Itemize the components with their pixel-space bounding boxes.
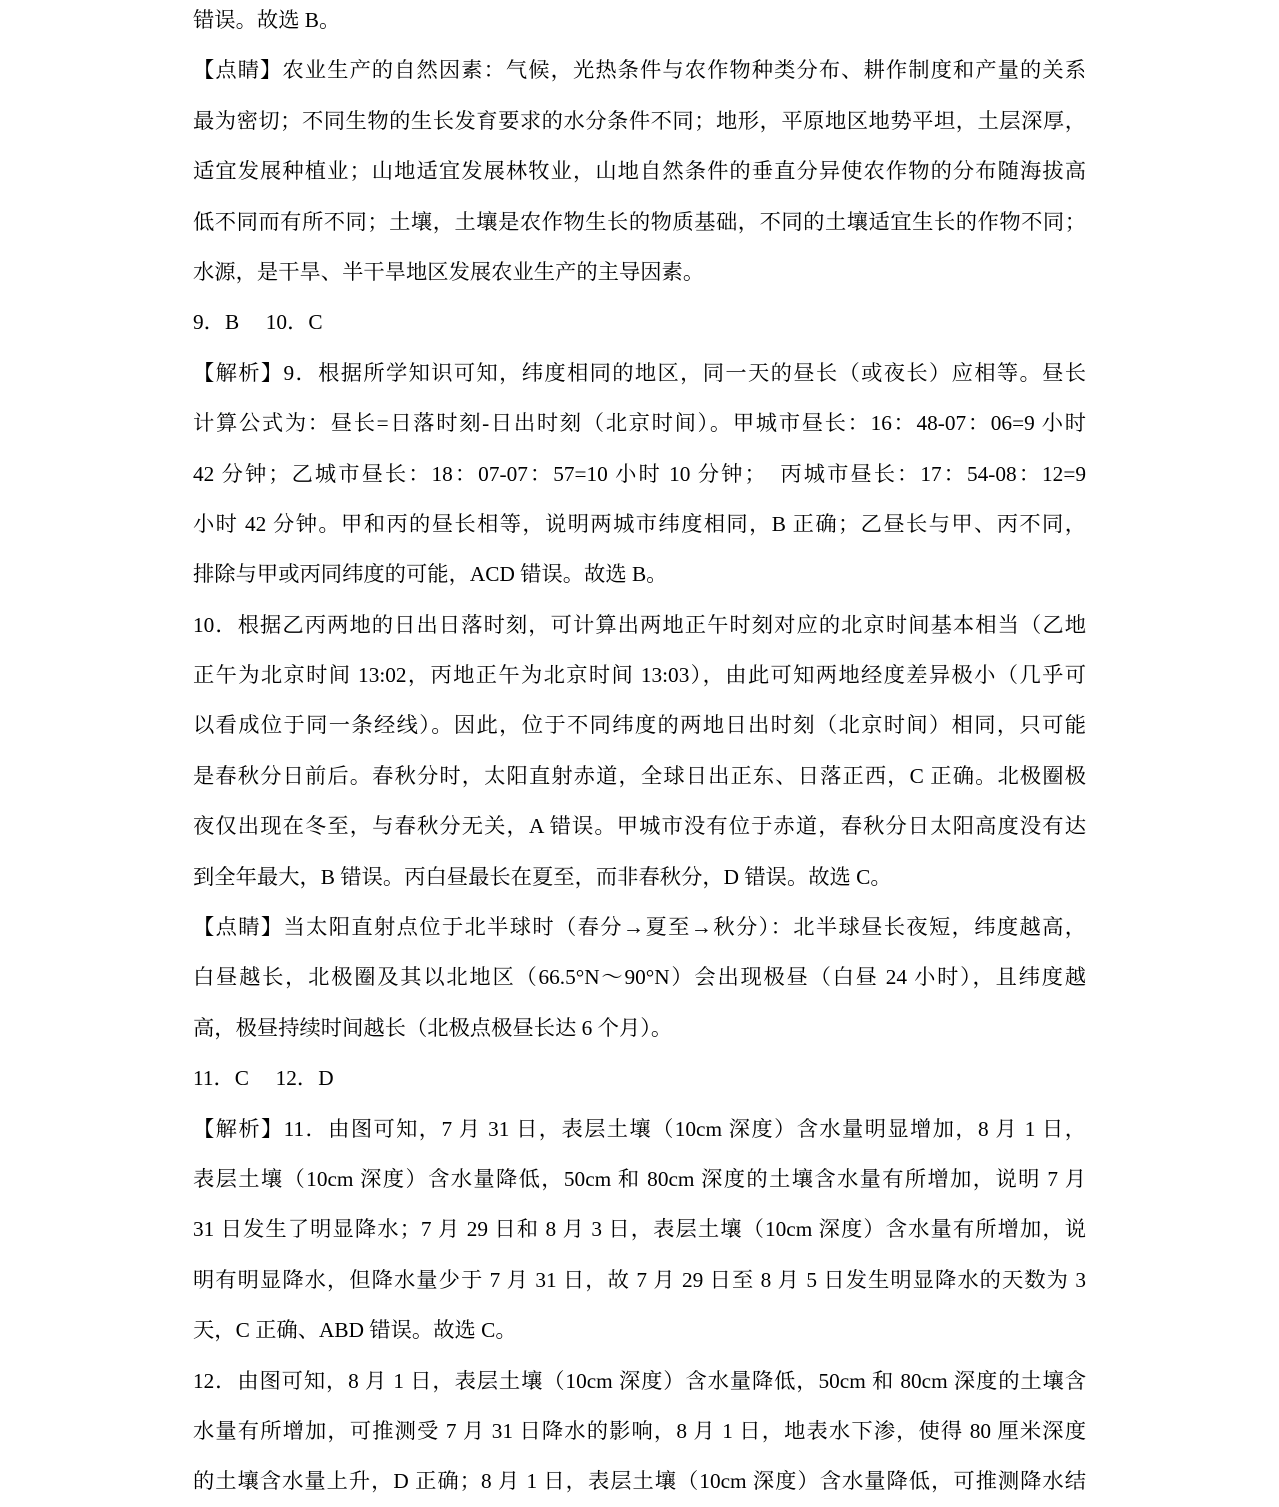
text-line: 正午为北京时间 13:02，丙地正午为北京时间 13:03），由此可知两地经度差异极小（几乎可	[193, 663, 1086, 688]
text-line: 低不同而有所不同；土壤，土壤是农作物生长的物质基础，不同的土壤适宜生长的作物不同；	[193, 209, 1086, 234]
paragraph	[193, 348, 1086, 600]
text-line: 水源，是干旱、半干旱地区发展农业生产的主导因素。	[193, 259, 705, 284]
paragraph	[193, 45, 1086, 297]
text-line: 适宜发展种植业；山地适宜发展林牧业，山地自然条件的垂直分异使农作物的分布随海拔高	[193, 159, 1086, 184]
text-line: 9．B 10．C	[193, 310, 323, 335]
text-line: 42 分钟；乙城市昼长：18：07-07：57=10 小时 10 分钟； 丙城市昼长：17：54-08：12=9	[193, 461, 1086, 486]
text-line: 夜仅出现在冬至，与春秋分无关，A 错误。甲城市没有位于赤道，春秋分日太阳高度没有达	[193, 814, 1086, 839]
text-line: 水量有所增加，可推测受 7 月 31 日降水的影响，8 月 1 日，地表水下渗，使得 80 厘米深度	[193, 1418, 1086, 1443]
text-line: 【解析】9．根据所学知识可知，纬度相同的地区，同一天的昼长（或夜长）应相等。昼长	[193, 360, 1086, 385]
text-line: 以看成位于同一条经线）。因此，位于不同纬度的两地日出时刻（北京时间）相同，只可能	[193, 713, 1086, 738]
text-line: 高，极昼持续时间越长（北极点极昼长达 6 个月）。	[193, 1015, 673, 1040]
paragraph	[193, 600, 1086, 902]
text-line: 是春秋分日前后。春秋分时，太阳直射赤道，全球日出正东、日落正西，C 正确。北极圈极	[193, 763, 1086, 788]
paragraph	[193, 0, 1086, 45]
text-line: 10．根据乙丙两地的日出日落时刻，可计算出两地正午时刻对应的北京时间基本相当（乙地	[193, 612, 1086, 637]
text-line: 错误。故选 B。	[193, 8, 341, 32]
paragraph	[193, 297, 1086, 347]
paragraph	[193, 902, 1086, 1053]
text-line: 【点睛】农业生产的自然因素：气候，光热条件与农作物种类分布、耕作制度和产量的关系	[193, 58, 1086, 83]
text-line: 小时 42 分钟。甲和丙的昼长相等，说明两城市纬度相同，B 正确；乙昼长与甲、丙不同，	[193, 511, 1086, 536]
text-line: 12．由图可知，8 月 1 日，表层土壤（10cm 深度）含水量降低，50cm 和 80cm 深度的土壤含	[193, 1368, 1086, 1393]
paragraph	[193, 1356, 1086, 1507]
text-line: 排除与甲或丙同纬度的可能，ACD 错误。故选 B。	[193, 562, 668, 587]
text-line: 【点睛】当太阳直射点位于北半球时（春分→夏至→秋分）：北半球昼长夜短，纬度越高，	[193, 915, 1086, 940]
text-line: 到全年最大，B 错误。丙白昼最长在夏至，而非春秋分，D 错误。故选 C。	[193, 864, 892, 889]
text-line: 【解析】11．由图可知，7 月 31 日，表层土壤（10cm 深度）含水量明显增加，8 月 1 日，	[193, 1116, 1086, 1141]
text-line: 最为密切；不同生物的生长发育要求的水分条件不同；地形，平原地区地势平坦，土层深厚，	[193, 108, 1086, 133]
text-line: 的土壤含水量上升，D 正确；8 月 1 日，表层土壤（10cm 深度）含水量降低，可推测降水结	[193, 1469, 1086, 1494]
answer-explanation-text	[193, 0, 1086, 1507]
text-line: 表层土壤（10cm 深度）含水量降低，50cm 和 80cm 深度的土壤含水量有所增加，说明 7 月	[193, 1166, 1086, 1191]
text-line: 31 日发生了明显降水；7 月 29 日和 8 月 3 日，表层土壤（10cm 深度）含水量有所增加，说	[193, 1217, 1086, 1242]
paragraph	[193, 1104, 1086, 1356]
text-line: 计算公式为：昼长=日落时刻-日出时刻（北京时间）。甲城市昼长：16：48-07：06=9 小时	[193, 411, 1086, 436]
text-line: 白昼越长，北极圈及其以北地区（66.5°N～90°N）会出现极昼（白昼 24 小时），且纬度越	[193, 965, 1086, 990]
text-line: 11．C 12．D	[193, 1066, 334, 1091]
text-line: 明有明显降水，但降水量少于 7 月 31 日，故 7 月 29 日至 8 月 5 日发生明显降水的天数为 3	[193, 1267, 1086, 1292]
paragraph	[193, 1053, 1086, 1103]
text-line: 天，C 正确、ABD 错误。故选 C。	[193, 1318, 517, 1343]
